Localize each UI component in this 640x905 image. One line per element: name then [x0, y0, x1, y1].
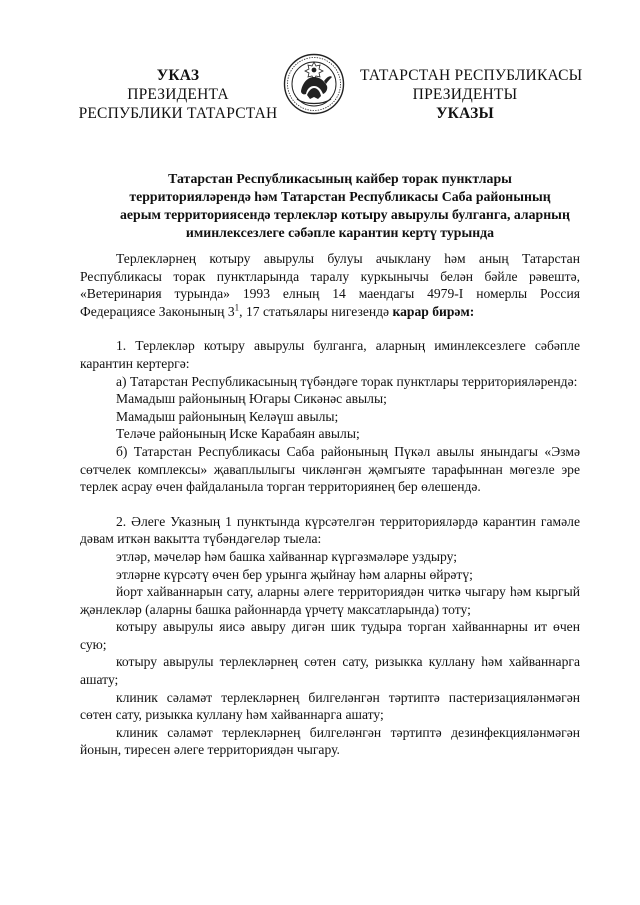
item-1-place: Теләче районының Иске Карабаян авылы;	[116, 426, 360, 442]
item-2-list-item: этләр, мәчеләр һәм башка хайваннар күргәзмәләре уздыру;	[116, 548, 458, 564]
preamble-paragraph	[80, 250, 580, 320]
preamble-superscript: 1	[234, 302, 240, 313]
header-right-line-3: УКАЗЫ	[436, 105, 494, 122]
item-1-a: а) Татарстан Республикасының түбәндәге торак пунктлары территорияләрендә:	[116, 373, 578, 389]
item-1-place: Мамадыш районының Келәүш авылы;	[116, 408, 339, 424]
item-1-b: б) Татарстан Республикасы Саба районының Пүкәл авылы янындагы «Эзмә сөтчелек комплексы» җаваплылыгы чикләнгән җәмгыяте тарафыннан мөгезле эре терлек асрау өчен файдаланыла торган территориянең бер өлешендә.	[80, 443, 580, 495]
item-2-list-item: котыру авырулы яисә авыру дигән шик тудыра торган хайваннарны ит өчен сую;	[80, 619, 580, 652]
item-2-list-item: этләрне күрсәтү өчен бер урынга җыйнау һәм аларны өйрәтү;	[116, 566, 473, 582]
title-line-2: территорияләрендә һәм Татарстан Республикасы Саба районының	[129, 189, 551, 204]
preamble-text-after: , 17 статьялары нигезендә	[239, 303, 393, 319]
decree-title	[120, 170, 570, 242]
item-2-intro: 2. Әлеге Указның 1 пунктында күрсәтелгән территорияләрдә карантин гамәле дәвам иткән вакытта түбәндәгеләр тыела:	[80, 513, 580, 547]
preamble-text: Терлекләрнең котыру авырулы булуы ачыклану һәм аның Татарстан Республикасы торак пунктларында таралу куркынычы белән бәйле рәвештә, «Ветеринария турында» 1993 елның 14 маендагы 4979-I номерлы Россия Федерациясе Законының 3	[80, 251, 580, 319]
header-tatar	[360, 66, 583, 123]
tatarstan-emblem-icon	[283, 53, 345, 115]
header-right-line-1: ТАТАРСТАН РЕСПУБЛИКАСЫ	[360, 67, 583, 84]
title-line-1: Татарстан Республикасының кайбер торак пунктлары	[168, 171, 512, 186]
title-line-4: иминлексезлеге сәбәпле карантин кертү турында	[185, 225, 495, 240]
header-left-line-3: РЕСПУБЛИКИ ТАТАРСТАН	[78, 105, 278, 122]
header-left-line-2: ПРЕЗИДЕНТА	[127, 86, 229, 103]
header-left-line-1: УКАЗ	[156, 67, 200, 84]
item-2-list-item: йорт хайваннарын сату, аларны әлеге территориядән читкә чыгару һәм кыргый җәнлекләр (аларны башка районнарда үрчетү максатларында) тоту;	[80, 584, 580, 617]
item-2-list-item: клиник сәламәт терлекләрнең билгеләнгән тәртиптә дезинфекцияләнмәгән йонын, тиресен әлеге территориядән чыгару.	[80, 724, 580, 758]
item-2-list-item: котыру авырулы терлекләрнең сөтен сату, ризыкка куллану һәм хайваннарга ашату;	[80, 654, 580, 688]
item-1-intro: 1. Терлекләр котыру авырулы булганга, аларның иминлексезлеге сәбәпле карантин кертергә:	[80, 338, 580, 371]
item-2-list-item: клиник сәламәт терлекләрнең билгеләнгән тәртиптә пастеризацияләнмәгән сөтен сату, ризыкка куллану һәм хайваннарга ашату;	[80, 689, 580, 723]
preamble-resolution: карар бирәм:	[392, 303, 475, 319]
header-right-line-2: ПРЕЗИДЕНТЫ	[412, 86, 518, 103]
header-russian	[68, 66, 288, 123]
title-line-3: аерым территориясендә терлекләр котыру авырулы булганга, аларның	[120, 207, 570, 222]
item-1-place: Мамадыш районының Югары Сикәнәс авылы;	[116, 391, 387, 407]
decree-body	[80, 250, 580, 759]
